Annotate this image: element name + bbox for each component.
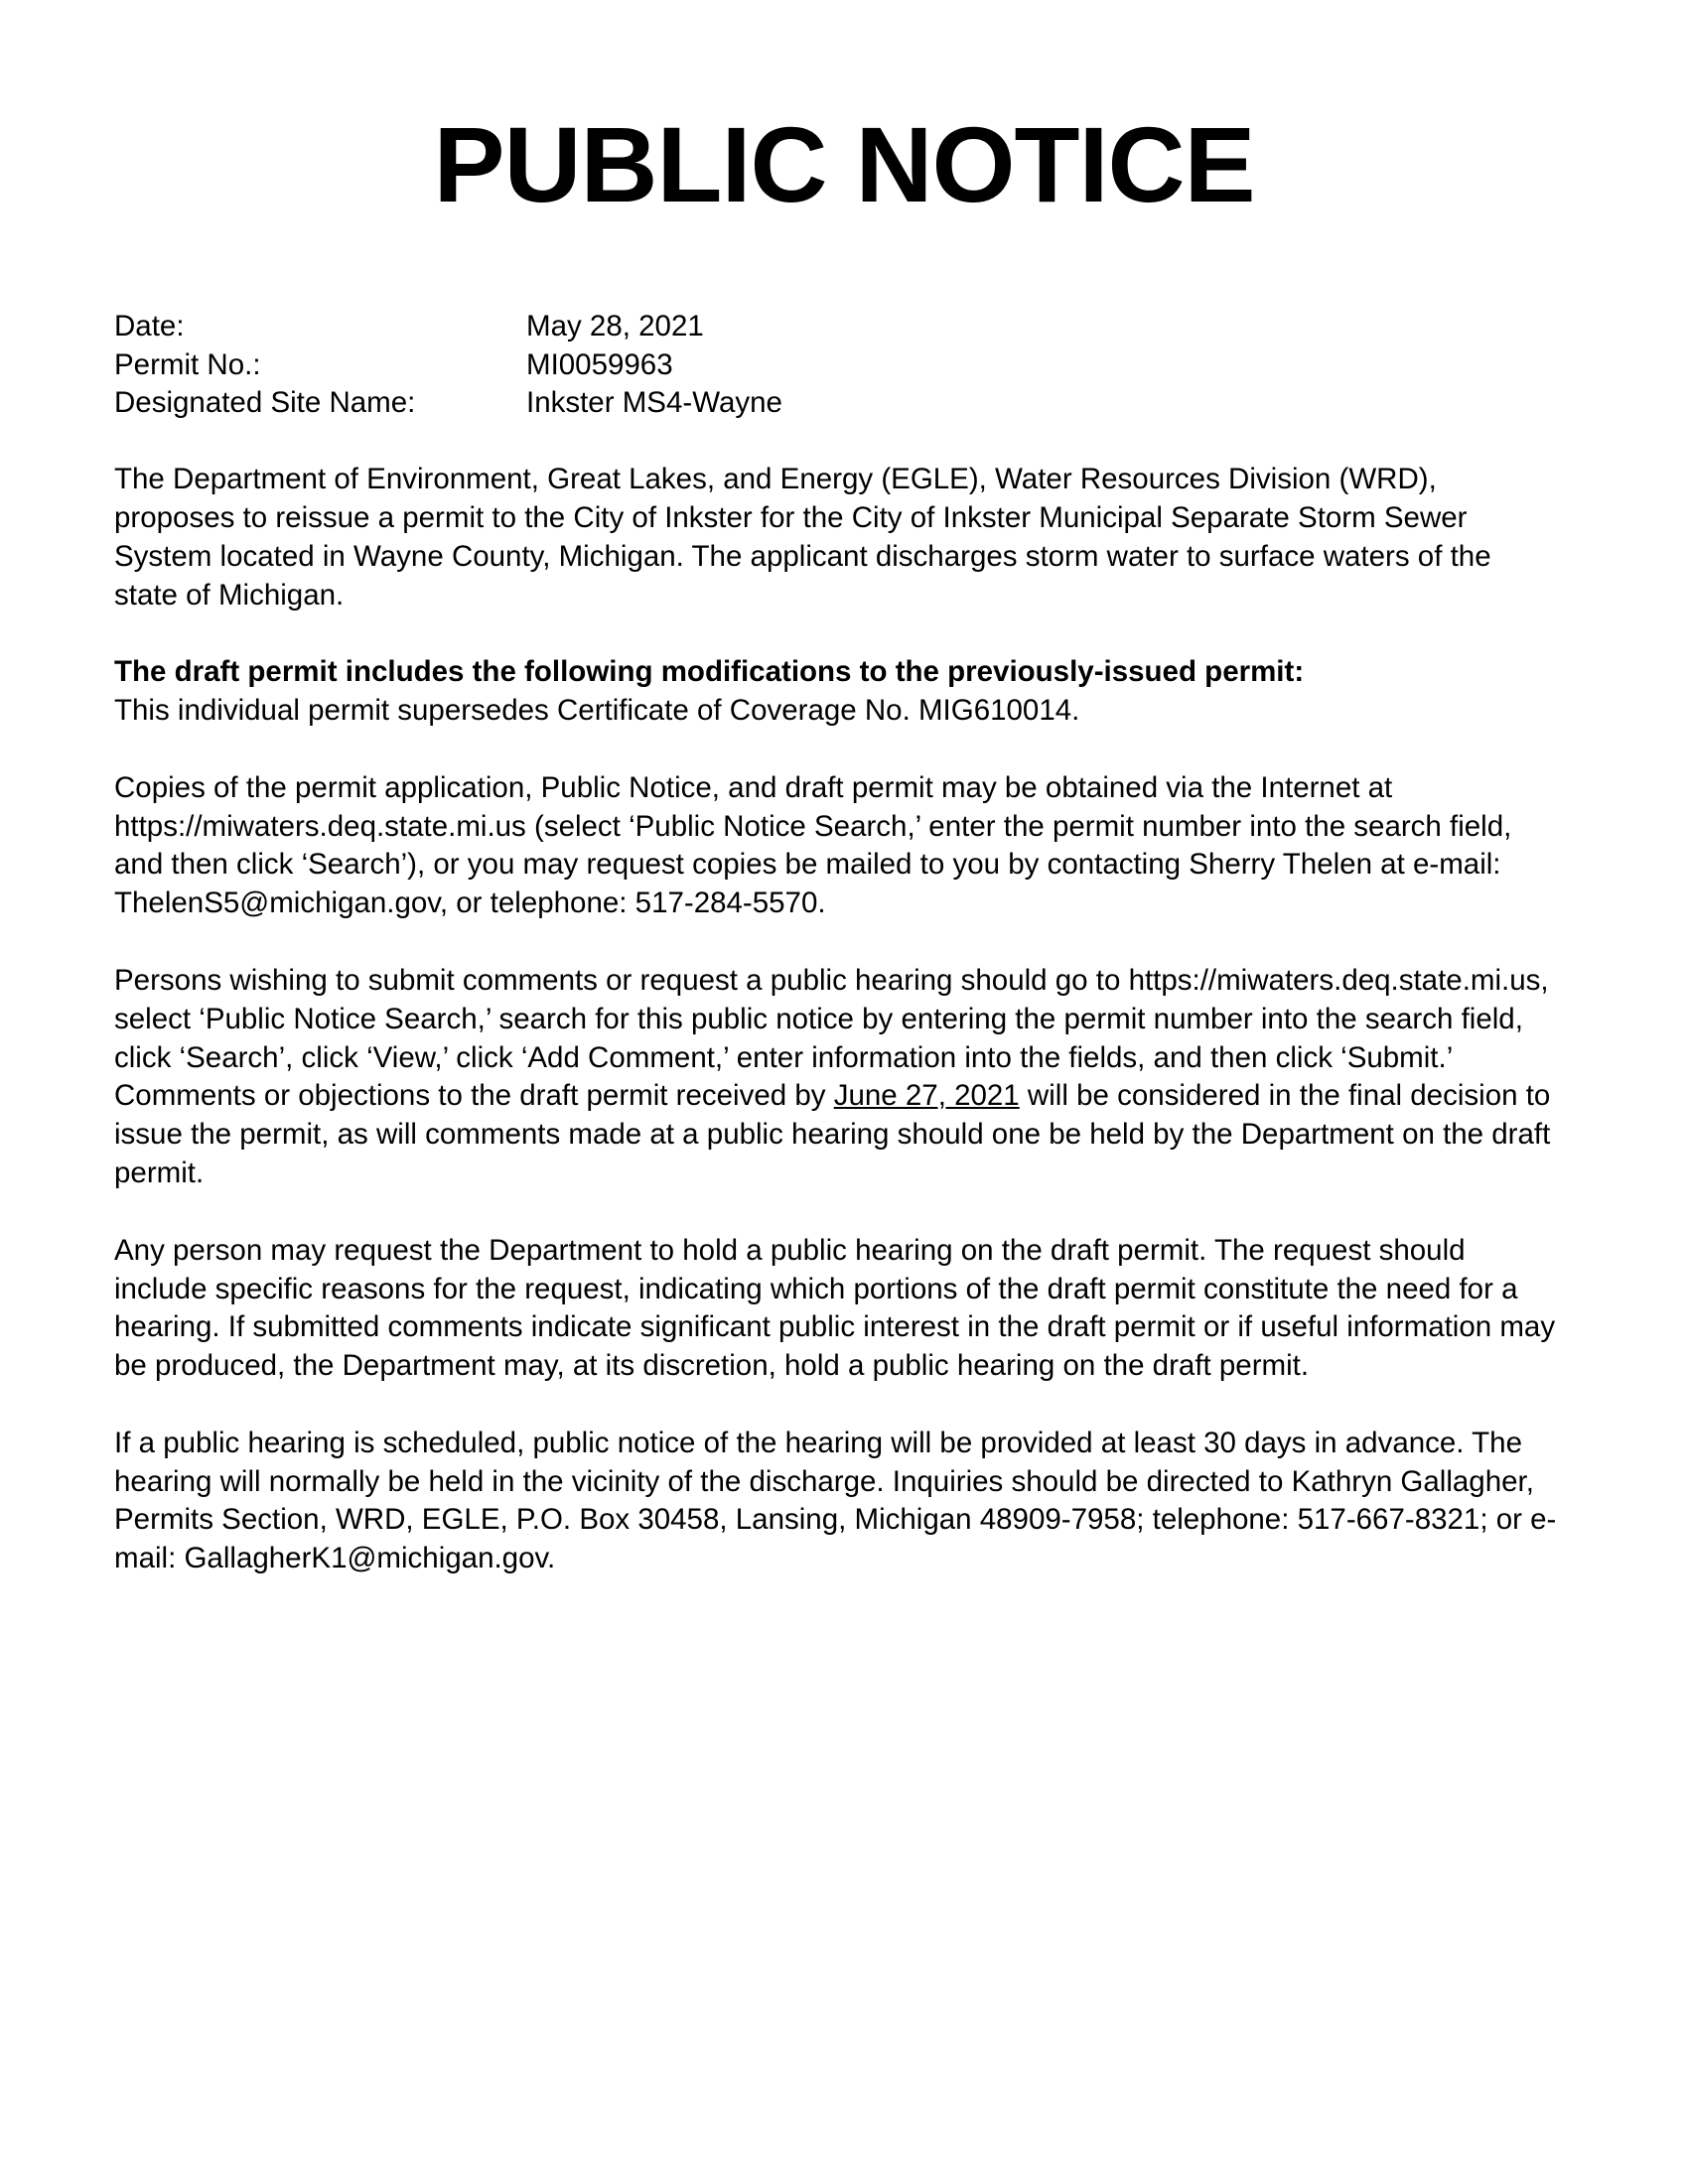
paragraph-copies: Copies of the permit application, Public Notice, and draft permit may be obtained via the Internet at https://miwaters.deq.state.mi.us (select ‘Public Notice Search,’ enter the permit number into the search field, and then click ‘Search’), or you may request copies be mailed to you by contacting Sherry Thelen at e-mail: ThelenS5@michigan.gov, or telephone: 517-284-5570.: [114, 770, 1512, 920]
spacer: [114, 1386, 1561, 1425]
comment-deadline-date: June 27, 2021: [833, 1079, 1020, 1113]
page-title: PUBLIC NOTICE: [433, 104, 1255, 224]
spacer: [114, 731, 1561, 769]
paragraph-hearing-request: Any person may request the Department to hold a public hearing on the draft permit. The request should include specific reasons for the request, indicating which portions of the draft permit constitute the need for a hearing. If submitted comments indicate significant public interest in the draft permit or if useful information may be produced, the Department may, at its discretion, hold a public hearing on the draft permit.: [114, 1233, 1556, 1383]
spacer: [114, 923, 1561, 962]
meta-value-date: May 28, 2021: [526, 310, 704, 343]
modifications-heading: The draft permit includes the following modifications to the previously-issued permit:: [114, 655, 1305, 689]
table-row: [114, 384, 782, 422]
paragraph-intro: The Department of Environment, Great Lakes, and Energy (EGLE), Water Resources Division (WRD), proposes to reissue a permit to the City of Inkster for the City of Inkster Municipal Separate Storm Sewer System located in Wayne County, Michigan. The applicant discharges storm water to surface waters of the state of Michigan.: [114, 463, 1491, 612]
spacer: [114, 422, 1561, 461]
paragraph-comments: [114, 962, 1561, 1193]
meta-label-site-name: Designated Site Name:: [114, 385, 416, 419]
spacer: [114, 1193, 1561, 1232]
table-row: [114, 308, 782, 345]
meta-label-permit-no: Permit No.:: [114, 347, 261, 381]
meta-value-site-name: Inkster MS4-Wayne: [526, 385, 782, 419]
document-body: [114, 226, 1561, 1578]
meta-value-permit-no: MI0059963: [526, 347, 673, 381]
table-row: [114, 346, 782, 384]
paragraph-hearing-notice: If a public hearing is scheduled, public notice of the hearing will be provided at least 30 days in advance. The hearing will normally be held in the vicinity of the discharge. Inquiries should be directed to Kathryn Gallagher, Permits Section, WRD, EGLE, P.O. Box 30458, Lansing, Michigan 48909-7958; telephone: 517-667-8321; or e-mail: GallagherK1@michigan.gov.: [114, 1426, 1557, 1575]
modifications-body: This individual permit supersedes Certificate of Coverage No. MIG610014.: [114, 694, 1080, 728]
comments-text-part2: will be considered in the final decision to issue the permit, as will comments made at a public hearing should one be held by the Department on the draft permit.: [114, 1079, 1551, 1189]
meta-label-date: Date:: [114, 310, 185, 343]
comments-text-part1: Persons wishing to submit comments or request a public hearing should go to https://miwaters.deq.state.mi.us, select ‘Public Notice Search,’ search for this public notice by entering the permit number into the search field, click ‘Search’, click ‘View,’ click ‘Add Comment,’ enter information into the fields, and then click ‘Submit.’ Comments or objections to the draft permit received by: [114, 964, 1549, 1113]
metadata-table: [114, 308, 782, 422]
spacer: [114, 614, 1561, 653]
